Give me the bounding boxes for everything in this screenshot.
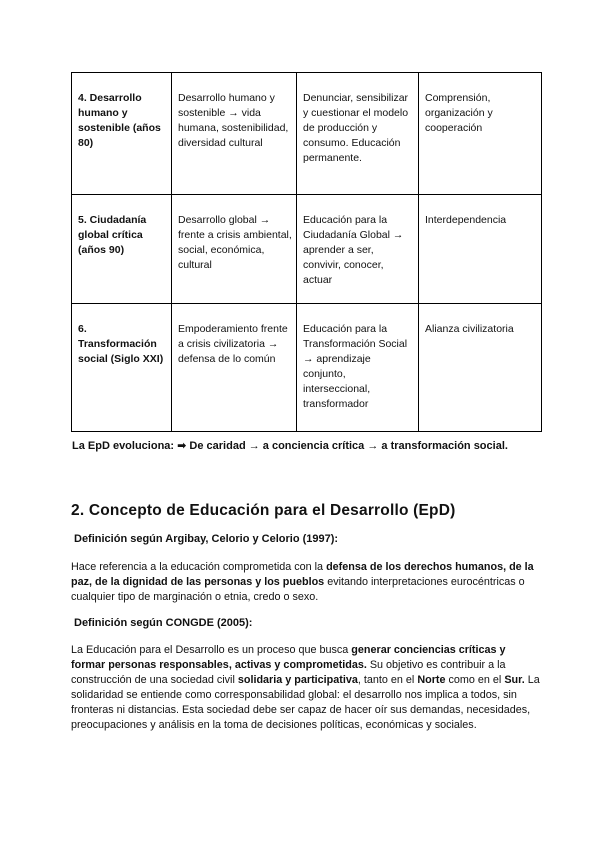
education-cell: Educación para la Transformación Social → aprendizaje conjunto, interseccional, transformador xyxy=(297,304,419,432)
paragraph-bold-text: Sur. xyxy=(504,674,525,686)
table-row xyxy=(72,195,542,304)
paragraph-bold-text: generar conciencias críticas y formar personas responsables, activas y comprometidas. xyxy=(71,644,506,671)
paragraph-text: La Educación para el Desarrollo es un proceso que busca xyxy=(71,644,352,656)
section-title: 2. Concepto de Educación para el Desarrollo (EpD) xyxy=(71,502,456,519)
paragraph-text: Hace referencia a la educación comprometida con la xyxy=(71,561,327,573)
paragraph-text: como en el xyxy=(445,674,505,686)
model-cell: Empoderamiento frente a crisis civilizatoria → defensa de lo común xyxy=(172,304,297,432)
model-cell: Desarrollo global → frente a crisis ambiental, social, económica, cultural xyxy=(172,195,297,304)
education-cell: Denunciar, sensibilizar y cuestionar el modelo de producción y consumo. Educación permanente. xyxy=(297,73,419,195)
table-row xyxy=(72,73,542,195)
stage-cell: 4. Desarrollo humano y sostenible (años 80) xyxy=(72,73,172,195)
table-row xyxy=(72,304,542,432)
evolution-summary xyxy=(72,439,542,454)
stage-cell: 5. Ciudadanía global crítica (años 90) xyxy=(72,195,172,304)
definition-paragraph-argibay xyxy=(71,560,541,605)
definition-heading-argibay: Definición según Argibay, Celorio y Celorio (1997): xyxy=(74,533,339,545)
model-cell: Desarrollo humano y sostenible → vida humana, sostenibilidad, diversidad cultural xyxy=(172,73,297,195)
paragraph-text: La solidaridad se entiende como corresponsabilidad global: el desarrollo nos implica a todos, sin fronteras ni distancias. Esta sociedad debe ser capaz de hacer oír sus demandas, necesidades, preocupaciones y análisis en la toma de decisiones políticas, económicas y sociales. xyxy=(71,674,540,731)
paragraph-bold-text: solidaria y participativa xyxy=(237,674,358,686)
values-cell: Comprensión, organización y cooperación xyxy=(419,73,542,195)
epd-stages-table xyxy=(71,72,542,432)
right-arrow-icon: ➡ xyxy=(177,440,187,452)
paragraph-text: evitando interpretaciones eurocéntricas o cualquier tipo de marginación o etnia, credo o sexo. xyxy=(71,576,525,603)
definition-paragraph-congde xyxy=(71,643,541,733)
paragraph-text: , tanto en el xyxy=(357,674,418,686)
stage-cell: 6. Transformación social (Siglo XXI) xyxy=(72,304,172,432)
paragraph-bold-text: Norte xyxy=(417,674,446,686)
values-cell: Alianza civilizatoria xyxy=(419,304,542,432)
summary-prefix: La EpD evoluciona: xyxy=(72,440,175,452)
summary-text: De caridad → a conciencia crítica → a transformación social. xyxy=(189,440,508,452)
education-cell: Educación para la Ciudadanía Global → aprender a ser, convivir, conocer, actuar xyxy=(297,195,419,304)
values-cell: Interdependencia xyxy=(419,195,542,304)
paragraph-text: Su objetivo es contribuir a la construcción de una sociedad civil xyxy=(71,659,506,686)
definition-heading-congde: Definición según CONGDE (2005): xyxy=(74,617,253,629)
paragraph-bold-text: defensa de los derechos humanos, de la paz, de la dignidad de las personas y los pueblos xyxy=(71,561,534,588)
